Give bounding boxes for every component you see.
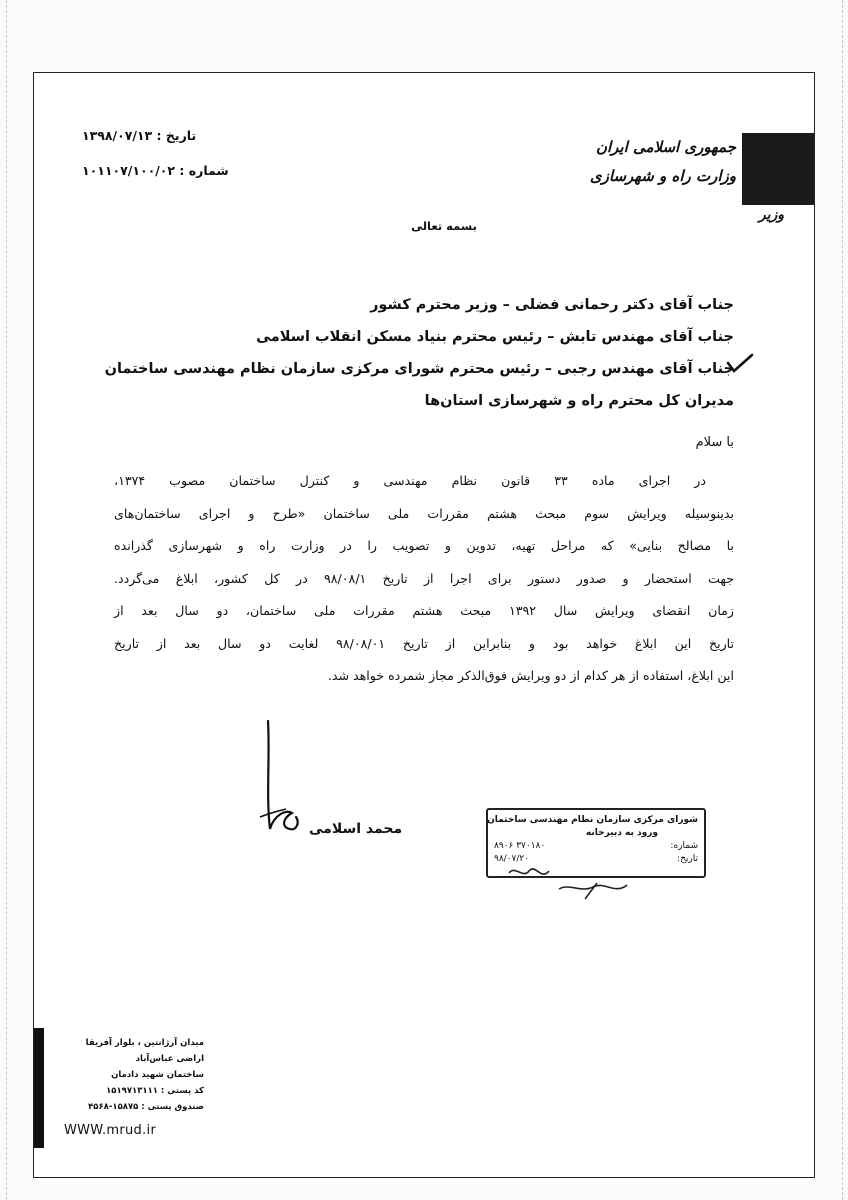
scan-edge-left bbox=[6, 0, 7, 1200]
stamp-number-label: شماره: bbox=[670, 841, 698, 851]
invocation: بسمه تعالی bbox=[411, 219, 477, 233]
addressee-item: جناب آقای دکتر رحمانی فضلی – وزیر محترم کشور bbox=[370, 297, 734, 313]
letter-number bbox=[82, 163, 229, 178]
signer-name: محمد اسلامی bbox=[309, 821, 403, 837]
stamp-handwriting bbox=[489, 853, 704, 901]
ministry-line-ministry: وزارت راه و شهرسازی bbox=[589, 167, 736, 185]
date-value: ۱۳۹۸/۰۷/۱۳ bbox=[82, 128, 153, 143]
body-line: این ابلاغ، استفاده از هر کدام از دو ویرایش فوق‌الذکر مجاز شمرده خواهد شد. bbox=[327, 668, 734, 683]
footer-line: میدان آرژانتین ، بلوار آفریقا bbox=[85, 1038, 204, 1048]
emblem-block bbox=[742, 133, 814, 205]
footer-line: کد پستی : ۱۵۱۹۷۱۳۱۱۱ bbox=[106, 1086, 204, 1096]
body-line: بدینوسیله ویرایش سوم مبحث هشتم مقررات ملی ساختمان «طرح و اجرای ساختمان‌های bbox=[114, 505, 734, 521]
addressee-item: جناب آقای مهندس رجبی – رئیس محترم شورای مرکزی سازمان نظام مهندسی ساختمان bbox=[104, 361, 734, 377]
stamp-number-row bbox=[494, 840, 698, 853]
body-line: با مصالح بنایی» که مراحل تهیه، تدوین و تصویب را در وزارت راه و شهرسازی گذرانده bbox=[114, 538, 734, 553]
greeting: با سلام bbox=[695, 435, 734, 450]
body-line: تاریخ این ابلاغ خواهد بود و بنابراین از تاریخ ۹۸/۰۸/۰۱ لغایت دو سال بعد از تاریخ bbox=[114, 635, 734, 651]
letter-date bbox=[82, 128, 196, 143]
letter-body bbox=[114, 465, 734, 693]
footer-line: ساختمان شهید دادمان bbox=[111, 1070, 204, 1080]
addressee-item: مدیران کل محترم راه و شهرسازی استان‌ها bbox=[424, 393, 734, 409]
body-line: جهت استحضار و صدور دستور برای اجرا از تاریخ ۹۸/۰۸/۱ در کل کشور، ابلاغ می‌گردد. bbox=[114, 570, 735, 586]
stamp-number-value: ۸۹۰۶ ۳۷۰۱۸۰ bbox=[494, 841, 546, 851]
footer-line: اراضی عباس‌آباد bbox=[135, 1054, 204, 1064]
footer-bar bbox=[34, 1028, 44, 1148]
stamp-date-value: ۹۸/۰۷/۲۰ bbox=[494, 854, 530, 864]
ministry-line-country: جمهوری اسلامی ایران bbox=[595, 138, 736, 156]
stamp-subtitle: ورود به دبیرخانه bbox=[585, 828, 658, 838]
scan-edge-right bbox=[842, 0, 843, 1200]
letter-page bbox=[33, 72, 815, 1178]
number-value: ۱۰۱۱۰۷/۱۰۰/۰۲ bbox=[82, 163, 176, 178]
footer-website: WWW.mrud.ir bbox=[64, 1123, 157, 1138]
body-line: زمان انقضای ویرایش سال ۱۳۹۲ مبحث هشتم مقررات ملی ساختمان، دو سال بعد از bbox=[114, 603, 734, 618]
footer-line: صندوق پستی : ۱۵۸۷۵-۴۵۶۸ bbox=[88, 1102, 204, 1112]
checkmark-icon bbox=[726, 353, 754, 375]
addressee-list bbox=[104, 289, 734, 417]
office-title: وزیر bbox=[758, 207, 784, 223]
ministry-header bbox=[556, 133, 736, 191]
footer-address bbox=[64, 1035, 204, 1115]
addressee-item: جناب آقای مهندس تابش – رئیس محترم بنیاد مسکن انقلاب اسلامی bbox=[256, 329, 734, 345]
stamp-date-label: تاریخ: bbox=[677, 854, 698, 864]
number-label: شماره : bbox=[179, 163, 229, 178]
date-label: تاریخ : bbox=[156, 128, 197, 143]
stamp-title: شورای مرکزی سازمان نظام مهندسی ساختمان bbox=[487, 815, 698, 825]
body-line: در اجرای ماده ۳۳ قانون نظام مهندسی و کنترل ساختمان مصوب ۱۳۷۴، bbox=[114, 473, 707, 488]
